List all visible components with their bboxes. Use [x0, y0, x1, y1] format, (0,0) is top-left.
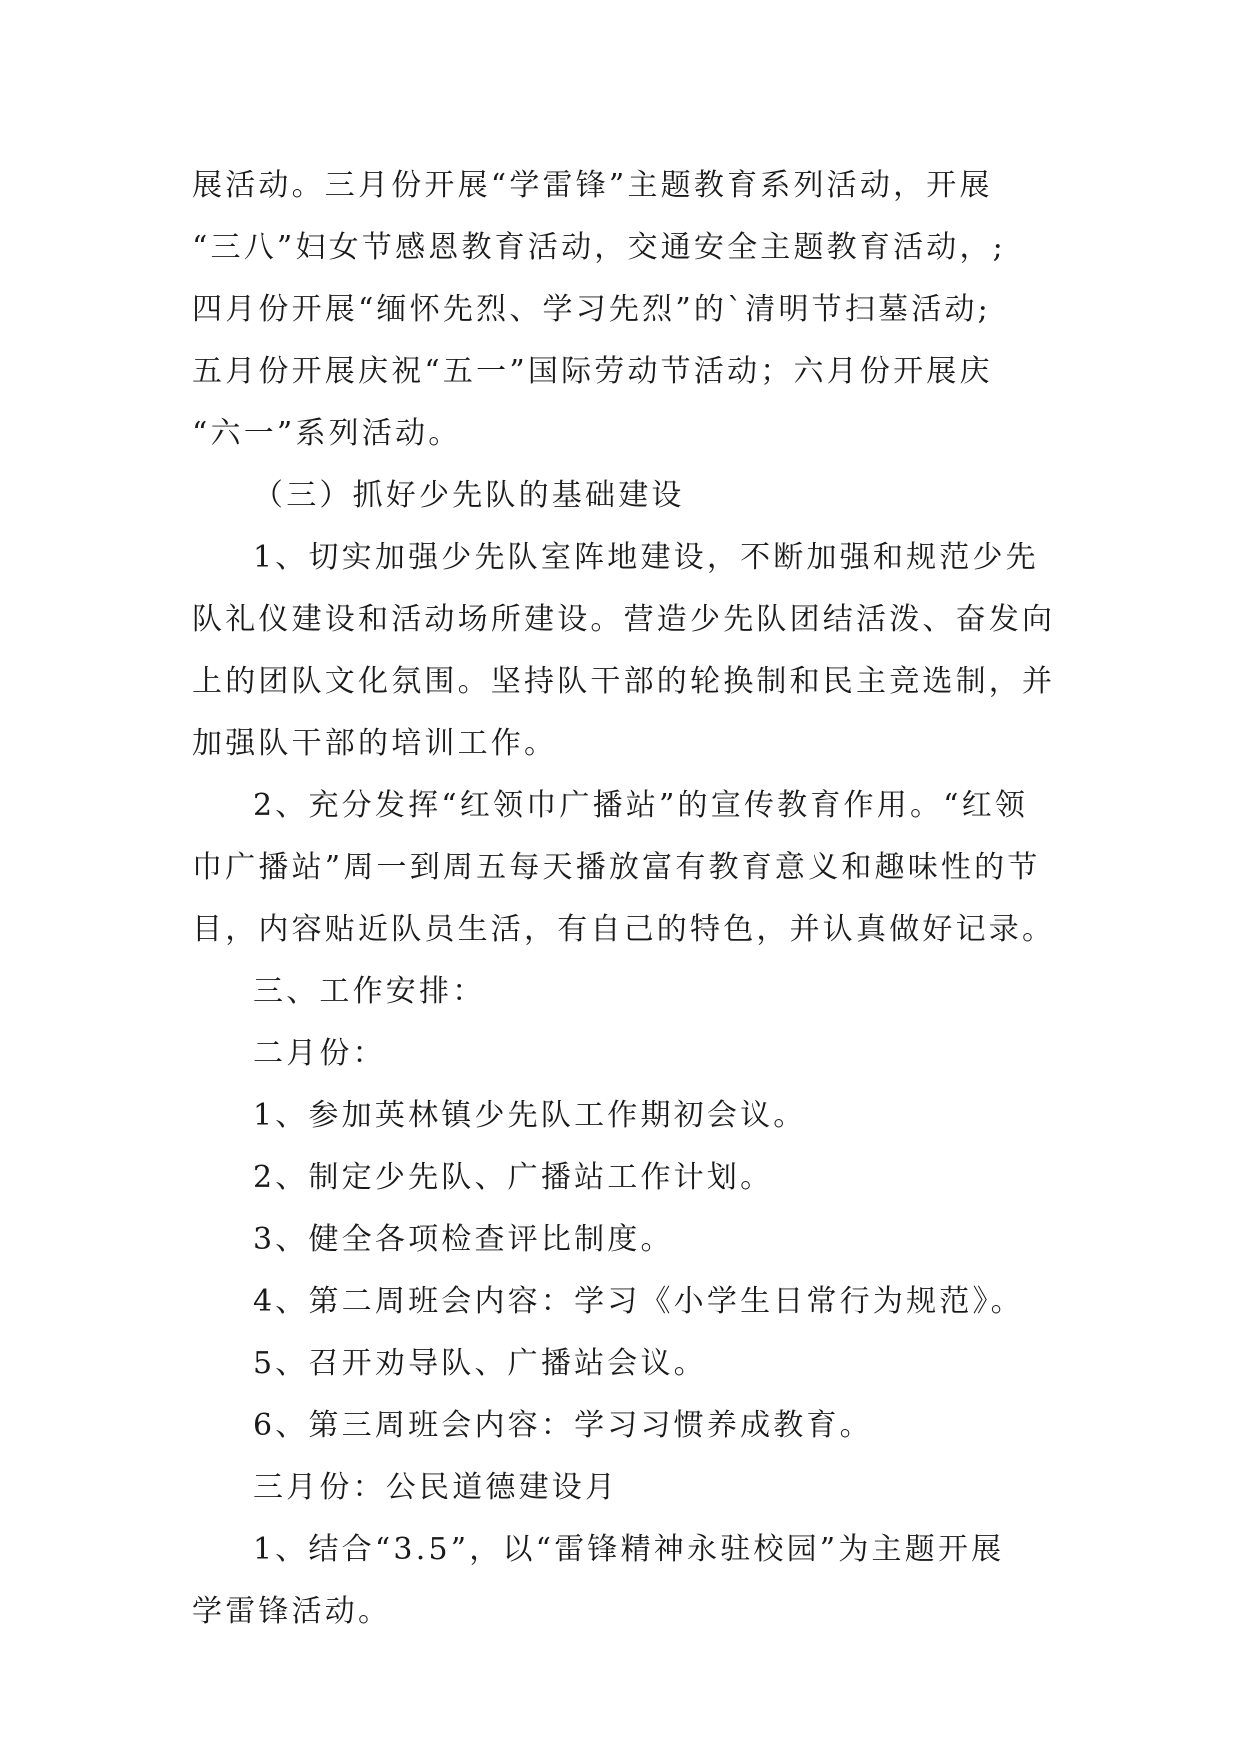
text-line: 3、健全各项检查评比制度。 [253, 1222, 674, 1257]
text-line: 4、第二周班会内容：学习《小学生日常行为规范》。 [253, 1284, 1024, 1319]
text-line: 三、工作安排： [253, 974, 486, 1009]
paragraph-item-1 [192, 527, 1062, 775]
paragraph-activities-continued [192, 155, 1062, 465]
text-line: 巾广播站”周一到周五每天播放富有教育意义和趣味性的节 [192, 850, 1041, 885]
text-line: 上的团队文化氛围。坚持队干部的轮换制和民主竞选制，并 [192, 664, 1056, 699]
section-heading [192, 465, 1062, 527]
text-line: 学雷锋活动。 [192, 1594, 392, 1629]
list-item [192, 1333, 1062, 1395]
text-line: 2、充分发挥“红领巾广播站”的宣传教育作用。“红领 [253, 788, 1029, 823]
document-body [192, 155, 1062, 1643]
text-line: 三月份：公民道德建设月 [253, 1470, 619, 1505]
list-item [192, 1147, 1062, 1209]
text-line: 目，内容贴近队员生活，有自己的特色，并认真做好记录。 [192, 912, 1056, 947]
text-line: 1、参加英林镇少先队工作期初会议。 [253, 1098, 807, 1133]
list-item [192, 1271, 1062, 1333]
text-line: “三八”妇女节感恩教育活动，交通安全主题教育活动，; [192, 230, 1006, 265]
text-line: “六一”系列活动。 [192, 416, 462, 451]
text-line: 6、第三周班会内容：学习习惯养成教育。 [253, 1408, 873, 1443]
text-line: 队礼仪建设和活动场所建设。营造少先队团结活泼、奋发向 [192, 602, 1056, 637]
text-line: （三）抓好少先队的基础建设 [253, 478, 685, 513]
february-heading [192, 1023, 1062, 1085]
list-item [192, 1209, 1062, 1271]
paragraph-item-2 [192, 775, 1062, 961]
text-line: 2、制定少先队、广播站工作计划。 [253, 1160, 774, 1195]
text-line: 五月份开展庆祝“五一”国际劳动节活动；六月份开展庆 [192, 354, 993, 389]
list-item [192, 1085, 1062, 1147]
march-heading [192, 1457, 1062, 1519]
text-line: 5、召开劝导队、广播站会议。 [253, 1346, 707, 1381]
list-item [192, 1395, 1062, 1457]
text-line: 1、结合“3.5”，以“雷锋精神永驻校园”为主题开展 [253, 1532, 1005, 1567]
text-line: 二月份： [253, 1036, 386, 1071]
text-line: 展活动。三月份开展“学雷锋”主题教育系列活动，开展 [192, 168, 993, 203]
text-line: 1、切实加强少先队室阵地建设，不断加强和规范少先 [253, 540, 1039, 575]
work-arrangement-heading [192, 961, 1062, 1023]
text-line: 加强队干部的培训工作。 [192, 726, 558, 761]
text-line: 四月份开展“缅怀先烈、学习先烈”的`清明节扫墓活动; [192, 292, 991, 327]
paragraph-march-item-1 [192, 1519, 1062, 1643]
